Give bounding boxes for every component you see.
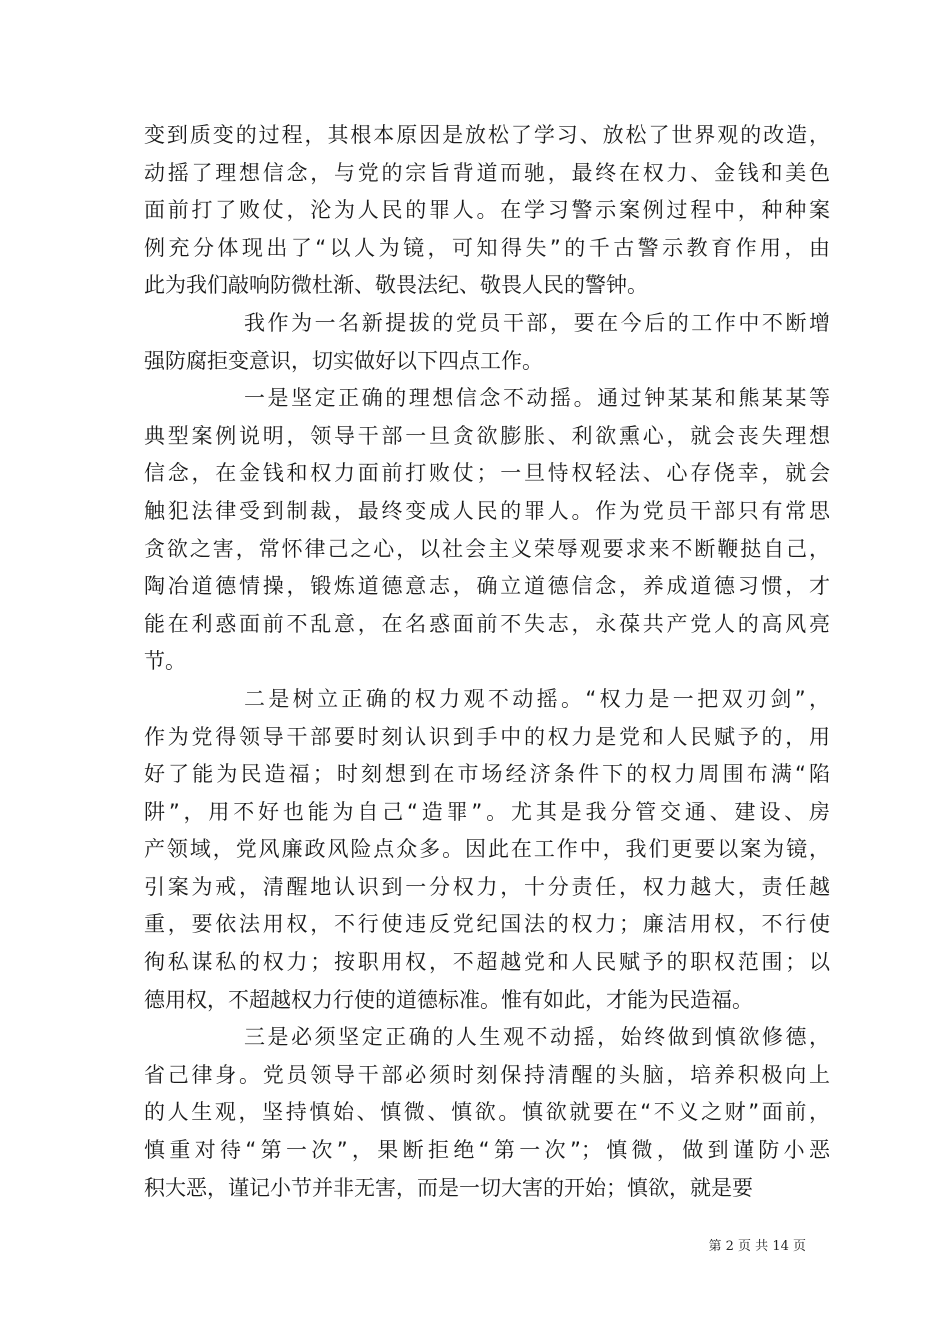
text-line: 慎重对待“第一次”，果断拒绝“第一次”；慎微，做到谨防小恶	[144, 1138, 830, 1163]
text-line: 我作为一名新提拔的党员干部，要在今后的工作中不断增	[244, 310, 830, 335]
text-line: 重，要依法用权，不行使违反党纪国法的权力；廉洁用权，不行使	[144, 912, 830, 937]
text-line: 徇私谋私的权力；按职用权，不超越党和人民赋予的职权范围；以	[144, 950, 830, 975]
text-line: 省己律身。党员领导干部必须时刻保持清醒的头脑，培养积极向上	[144, 1062, 830, 1087]
text-line: 动摇了理想信念，与党的宗旨背道而驰，最终在权力、金钱和美色	[144, 160, 830, 185]
text-line: 引案为戒，清醒地认识到一分权力，十分责任，权力越大，责任越	[144, 874, 830, 899]
paragraph	[144, 681, 830, 1019]
page-number: 第 2 页 共 14 页	[708, 1239, 806, 1254]
text-line: 陶冶道德情操，锻炼道德意志，确立道德信念，养成道德习惯，才	[144, 574, 830, 599]
text-line: 积大恶，谨记小节并非无害，而是一切大害的开始；慎欲，就是要	[144, 1175, 753, 1200]
document-body	[144, 117, 830, 1207]
text-line: 此为我们敲响防微杜渐、敬畏法纪、敬畏人民的警钟。	[144, 273, 648, 298]
paragraph	[144, 305, 830, 380]
text-line: 信念，在金钱和权力面前打败仗；一旦恃权轻法、心存侥幸，就会	[144, 461, 830, 486]
text-line: 二是树立正确的权力观不动摇。“权力是一把双刃剑”，	[244, 686, 830, 711]
text-line: 德用权，不超越权力行使的道德标准。惟有如此，才能为民造福。	[144, 987, 753, 1012]
text-line: 能在利惑面前不乱意，在名惑面前不失志，永葆共产党人的高风亮	[144, 611, 830, 636]
text-line: 产领域，党风廉政风险点众多。因此在工作中，我们更要以案为镜，	[144, 837, 830, 862]
text-line: 节。	[144, 649, 186, 674]
text-line: 的人生观，坚持慎始、慎微、慎欲。慎欲就要在“不义之财”面前，	[144, 1100, 830, 1125]
text-line: 好了能为民造福；时刻想到在市场经济条件下的权力周围布满“陷	[144, 762, 830, 787]
text-line: 阱”，用不好也能为自己“造罪”。尤其是我分管交通、建设、房	[144, 799, 830, 824]
text-line: 变到质变的过程，其根本原因是放松了学习、放松了世界观的改造，	[144, 123, 830, 147]
text-line: 贪欲之害，常怀律己之心，以社会主义荣辱观要求来不断鞭挞自己，	[144, 536, 830, 561]
paragraph	[144, 380, 830, 681]
text-line: 三是必须坚定正确的人生观不动摇，始终做到慎欲修德，	[244, 1025, 830, 1050]
text-line: 典型案例说明，领导干部一旦贪欲膨胀、利欲熏心，就会丧失理想	[144, 423, 830, 448]
text-line: 触犯法律受到制裁，最终变成人民的罪人。作为党员干部只有常思	[144, 498, 830, 523]
paragraph	[144, 1019, 830, 1207]
text-line: 作为党得领导干部要时刻认识到手中的权力是党和人民赋予的，用	[144, 724, 830, 749]
paragraph	[144, 117, 830, 305]
text-line: 面前打了败仗，沦为人民的罪人。在学习警示案例过程中，种种案	[144, 198, 830, 223]
text-line: 例充分体现出了“以人为镜，可知得失”的千古警示教育作用，由	[144, 235, 830, 260]
text-line: 一是坚定正确的理想信念不动摇。通过钟某某和熊某某等	[244, 386, 830, 411]
text-line: 强防腐拒变意识，切实做好以下四点工作。	[144, 348, 543, 373]
